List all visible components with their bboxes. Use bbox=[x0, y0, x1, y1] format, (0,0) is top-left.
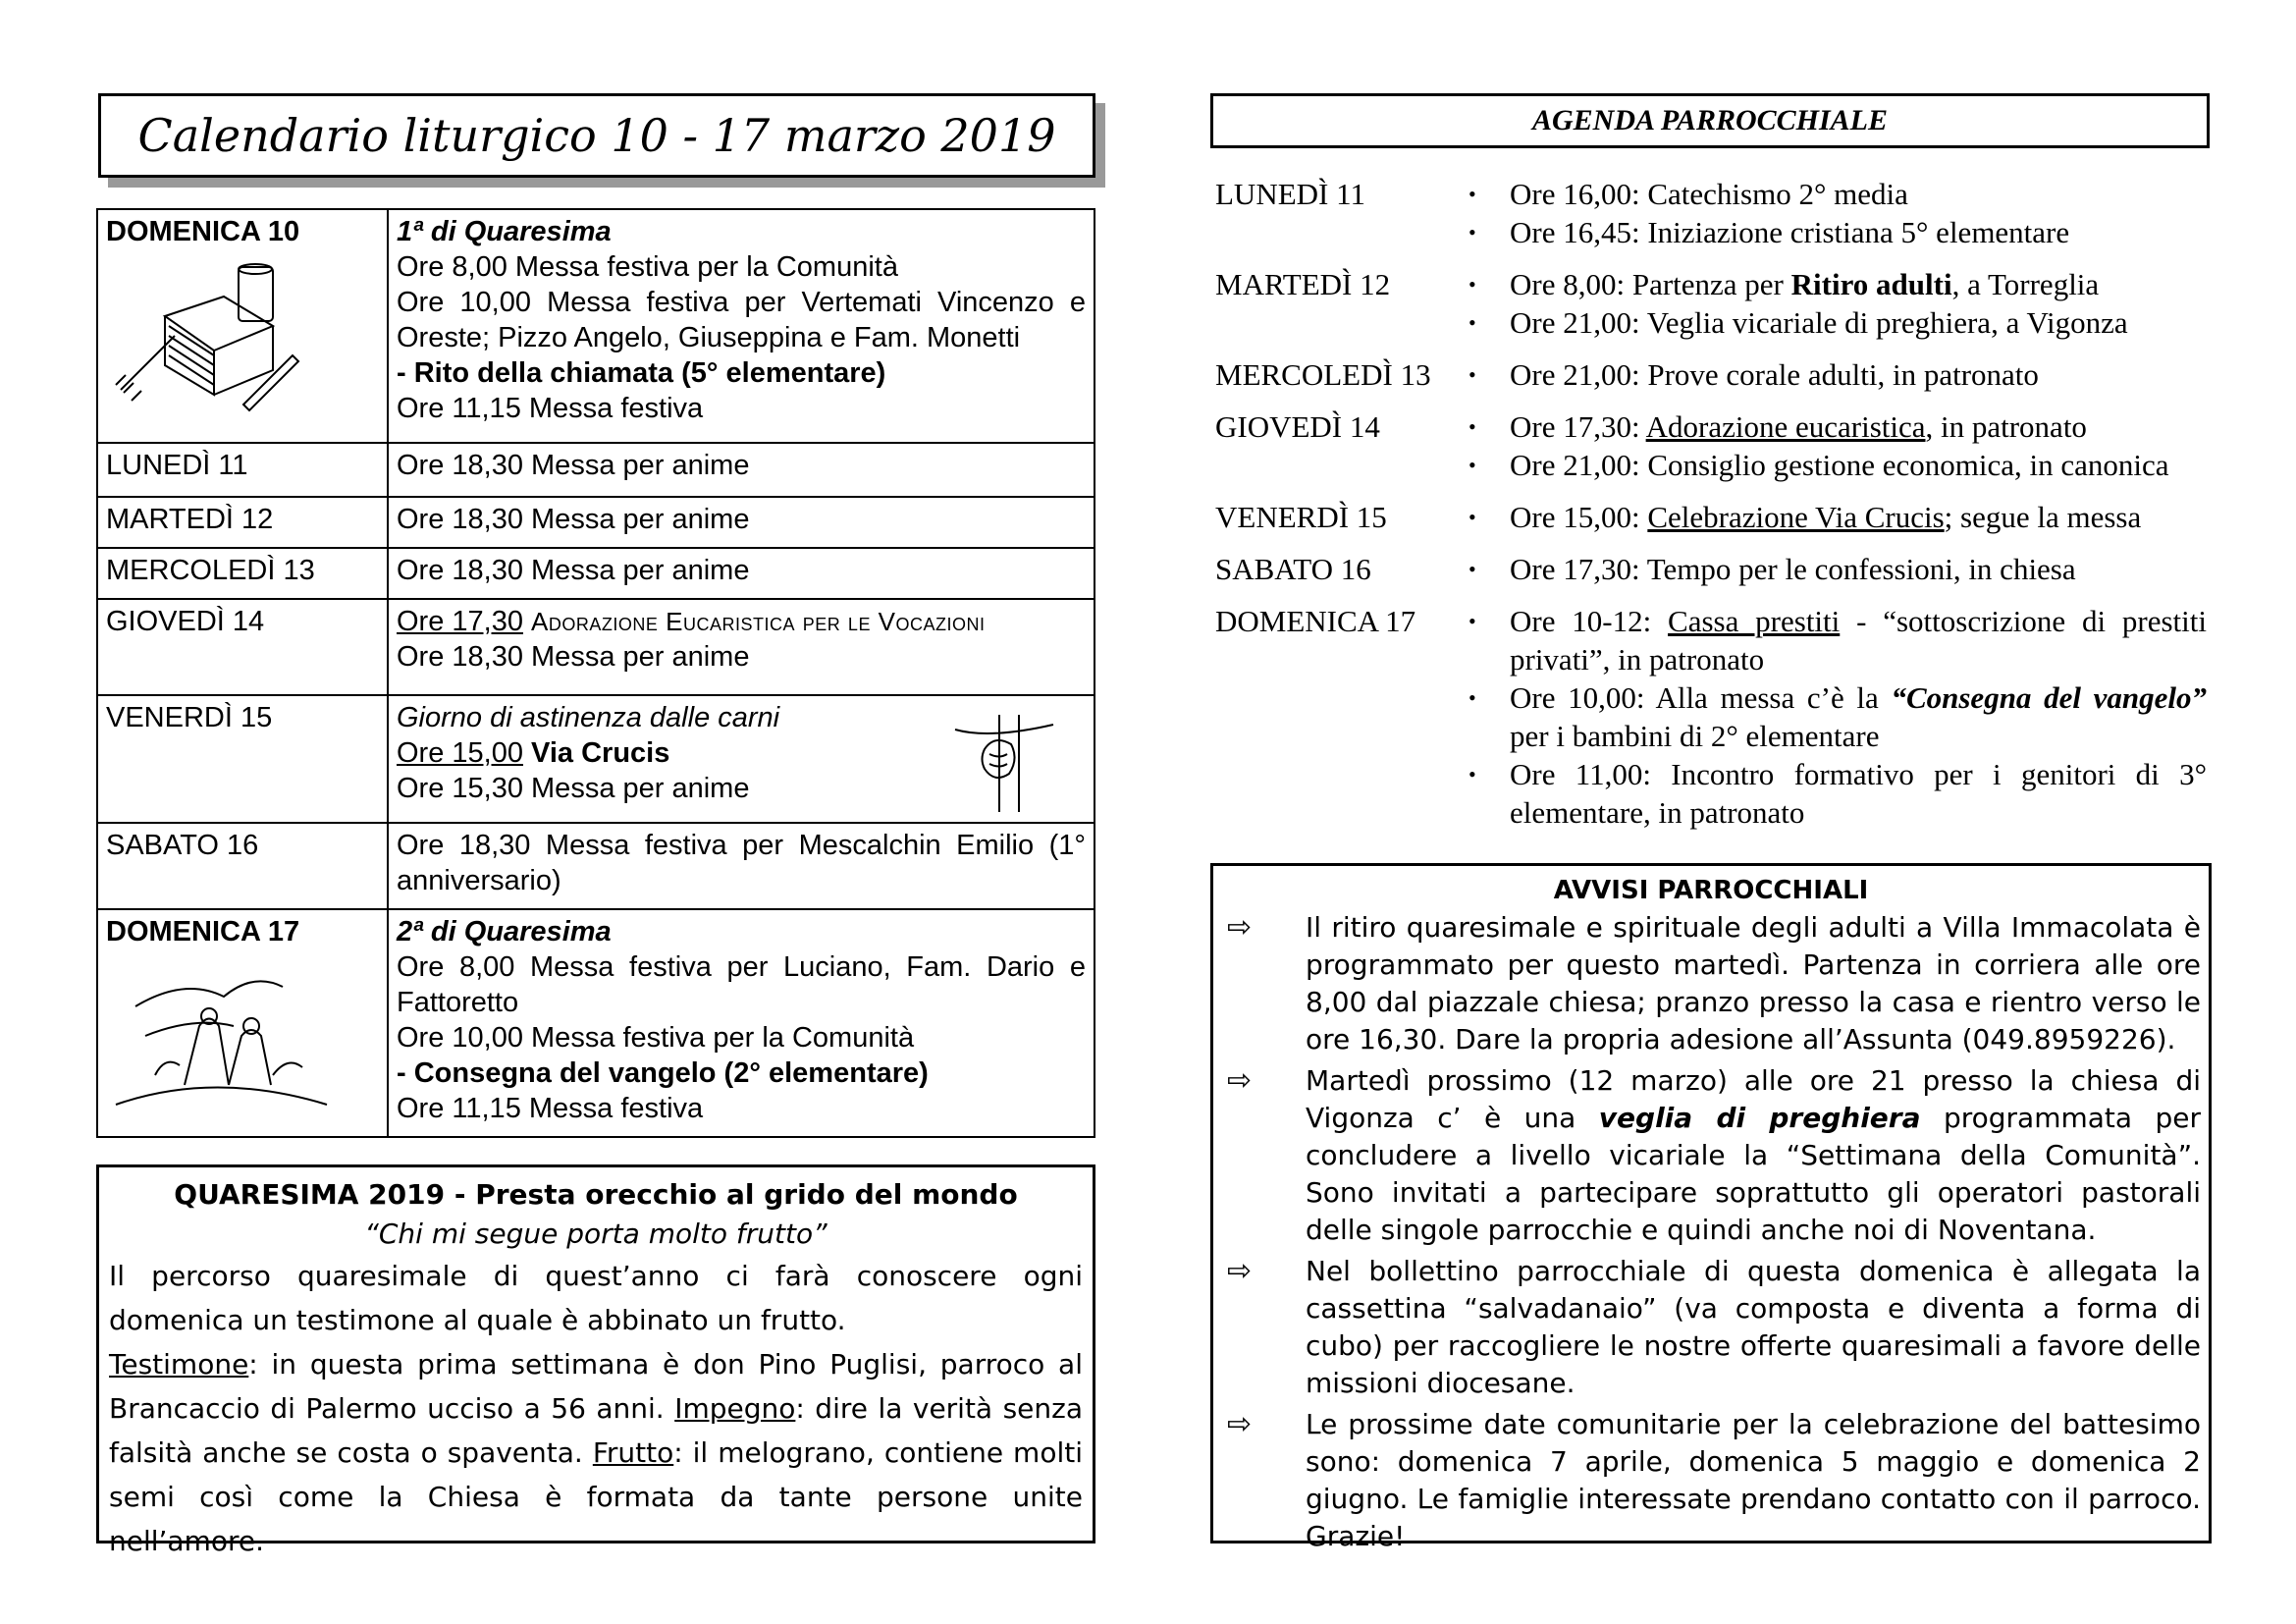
calendar-events: Ore 17,30 Adorazione Eucaristica per le Vocazioni Ore 18,30 Messa per anime bbox=[388, 599, 1095, 695]
calendar-day: SABATO 16 bbox=[97, 823, 388, 909]
agenda-item: • Ore 8,00: Partenza per Ritiro adulti, a Torreglia bbox=[1461, 265, 2207, 303]
agenda-item: • Ore 21,00: Consiglio gestione economica, in canonica bbox=[1461, 446, 2207, 484]
calendar-events: Ore 18,30 Messa festiva per Mescalchin Emilio (1° anniversario) bbox=[388, 823, 1095, 909]
calendar-row bbox=[97, 548, 1095, 599]
arrow-right-icon: ⇨ bbox=[1227, 910, 1253, 945]
calendar-day: DOMENICA 10 bbox=[97, 209, 388, 443]
calendar-events: 2ª di Quaresima Ore 8,00 Messa festiva per Luciano, Fam. Dario e Fattoretto Ore 10,00 Messa festiva per la Comunità - Consegna del vangelo (2° elementare) Ore 11,15 Messa festiva bbox=[388, 909, 1095, 1137]
agenda-item: • Ore 10-12: Cassa prestiti - “sottoscrizione di prestiti privati”, in patronato bbox=[1461, 602, 2207, 678]
agenda-row: GIOVEDÌ 14 • Ore 17,30: Adorazione eucaristica, in patronato • Ore 21,00: Consiglio gestione economica, in canonica bbox=[1215, 407, 2207, 484]
agenda-title: AGENDA PARROCCHIALE bbox=[1210, 93, 2210, 148]
calendar-row bbox=[97, 209, 1095, 443]
agenda-row: MARTEDÌ 12 • Ore 8,00: Partenza per Ritiro adulti, a Torreglia • Ore 21,00: Veglia vicariale di preghiera, a Vigonza bbox=[1215, 265, 2207, 342]
calendar-events: Ore 18,30 Messa per anime bbox=[388, 548, 1095, 599]
agenda-item: • Ore 16,00: Catechismo 2° media bbox=[1461, 175, 2207, 213]
agenda-item: • Ore 16,45: Iniziazione cristiana 5° elementare bbox=[1461, 213, 2207, 251]
calendar-row bbox=[97, 497, 1095, 548]
calendar-events: Giorno di astinenza dalle carni Ore 15,00 Via Crucis Ore 15,30 Messa per anime bbox=[388, 695, 1095, 823]
calendar-row bbox=[97, 823, 1095, 909]
avvisi-item: ⇨ Il ritiro quaresimale e spirituale degli adulti a Villa Immacolata è programmato per questo martedì. Partenza in corriera alle ore 8,00 dal piazzale chiesa; pranzo presso la casa e rientro verso le ore 16,30. Dare la propria adesione all’Assunta (049.8959226). bbox=[1221, 909, 2201, 1058]
quaresima-box bbox=[96, 1164, 1095, 1557]
calendar-row bbox=[97, 443, 1095, 497]
quaresima-text: Il percorso quaresimale di quest’anno ci farà conoscere ogni domenica un testimone al quale è abbinato un frutto. Testimone: in questa prima settimana è don Pino Puglisi, parroco al Brancaccio di Palermo ucciso a 56 anni. Impegno: dire la verità senza falsità anche se costa o spaventa. Frutto: il melograno, contiene molti semi così come la Chiesa è formata da tante persone unite nell’amore. bbox=[109, 1260, 1083, 1557]
agenda-item: • Ore 10,00: Alla messa c’è la “Consegna del vangelo” per i bambini di 2° elementare bbox=[1461, 678, 2207, 755]
avvisi-item: ⇨ Nel bollettino parrocchiale di questa domenica è allegata la cassettina “salvadanaio” (va composta e diventa a forma di cubo) per raccogliere le nostre offerte quaresimali a favore delle missioni diocesane. bbox=[1221, 1253, 2201, 1402]
agenda-item: • Ore 17,30: Adorazione eucaristica, in patronato bbox=[1461, 407, 2207, 446]
calendar-events: 1ª di Quaresima Ore 8,00 Messa festiva per la Comunità Ore 10,00 Messa festiva per Vertemati Vincenzo e Oreste; Pizzo Angelo, Giuseppina e Fam. Monetti - Rito della chiamata (5° elementare) Ore 11,15 Messa festiva bbox=[388, 209, 1095, 443]
agenda-item: • Ore 17,30: Tempo per le confessioni, in chiesa bbox=[1461, 550, 2207, 588]
bread-and-cup-icon bbox=[106, 257, 322, 424]
avvisi-item: ⇨ Le prossime date comunitarie per la celebrazione del battesimo sono: domenica 7 aprile, domenica 5 maggio e domenica 2 giugno. Le famiglie interessate prendano contatto con il parroco. Grazie! bbox=[1221, 1406, 2201, 1555]
calendar-table bbox=[96, 208, 1095, 1138]
agenda-row: LUNEDÌ 11 • Ore 16,00: Catechismo 2° media • Ore 16,45: Iniziazione cristiana 5° elementare bbox=[1215, 175, 2207, 251]
calendar-title: Calendario liturgico 10 - 17 marzo 2019 bbox=[98, 93, 1095, 178]
calendar-row bbox=[97, 695, 1095, 823]
calendar-day: MERCOLEDÌ 13 bbox=[97, 548, 388, 599]
calendar-row bbox=[97, 599, 1095, 695]
arrow-right-icon: ⇨ bbox=[1227, 1063, 1253, 1098]
calendar-day: DOMENICA 17 bbox=[97, 909, 388, 1137]
agenda-item: • Ore 21,00: Prove corale adulti, in patronato bbox=[1461, 355, 2207, 394]
agenda-row: MERCOLEDÌ 13 • Ore 21,00: Prove corale adulti, in patronato bbox=[1215, 355, 2207, 394]
calendar-day: VENERDÌ 15 bbox=[97, 695, 388, 823]
calendar-day: LUNEDÌ 11 bbox=[97, 443, 388, 497]
arrow-right-icon: ⇨ bbox=[1227, 1254, 1253, 1288]
crucifix-icon bbox=[950, 710, 1058, 812]
avvisi-item: ⇨ Martedì prossimo (12 marzo) alle ore 21 presso la chiesa di Vigonza c’ è una veglia di preghiera programmata per concludere a livello vicariale la “Settimana della Comunità”. Sono invitati a partecipare soprattutto gli operatori pastorali delle singole parrocchie e quindi anche noi di Noventana. bbox=[1221, 1062, 2201, 1249]
agenda-list bbox=[1215, 175, 2207, 845]
agenda-item: • Ore 15,00: Celebrazione Via Crucis; segue la messa bbox=[1461, 498, 2207, 536]
agenda-item: • Ore 11,00: Incontro formativo per i genitori di 3° elementare, in patronato bbox=[1461, 755, 2207, 832]
calendar-row bbox=[97, 909, 1095, 1137]
quaresima-subheading: “Chi mi segue porta molto frutto” bbox=[364, 1218, 828, 1250]
agenda-row: DOMENICA 17 • Ore 10-12: Cassa prestiti - “sottoscrizione di prestiti privati”, in patronato • Ore 10,00: Alla messa c’è la “Consegna del vangelo” per i bambini di 2° elementare • Ore 11,00: Incontro formativo per i genitori di 3° elementare, in patronato bbox=[1215, 602, 2207, 832]
quaresima-heading: QUARESIMA 2019 - Presta orecchio al grido del mondo bbox=[174, 1178, 1018, 1211]
calendar-day: MARTEDÌ 12 bbox=[97, 497, 388, 548]
agenda-item: • Ore 21,00: Veglia vicariale di preghiera, a Vigonza bbox=[1461, 303, 2207, 342]
avvisi-title: AVVISI PARROCCHIALI bbox=[1553, 876, 1869, 905]
agenda-row: SABATO 16 • Ore 17,30: Tempo per le confessioni, in chiesa bbox=[1215, 550, 2207, 588]
transfiguration-icon bbox=[106, 957, 332, 1114]
calendar-day: GIOVEDÌ 14 bbox=[97, 599, 388, 695]
calendar-events: Ore 18,30 Messa per anime bbox=[388, 497, 1095, 548]
agenda-row: VENERDÌ 15 • Ore 15,00: Celebrazione Via Crucis; segue la messa bbox=[1215, 498, 2207, 536]
arrow-right-icon: ⇨ bbox=[1227, 1407, 1253, 1441]
calendar-events: Ore 18,30 Messa per anime bbox=[388, 443, 1095, 497]
avvisi-box bbox=[1210, 863, 2212, 1552]
